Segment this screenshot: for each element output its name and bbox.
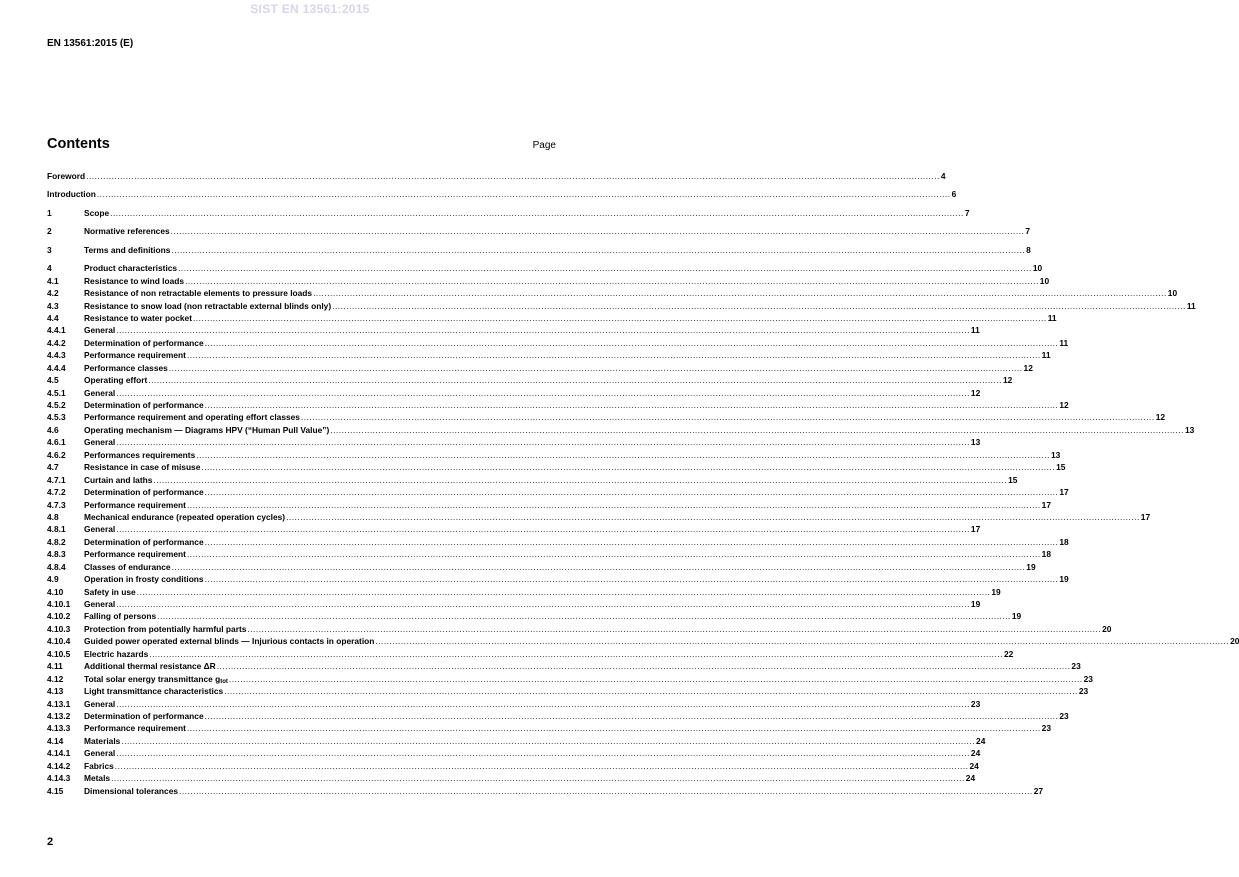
- toc-entry-title: Additional thermal resistance ΔR: [84, 661, 216, 672]
- toc-entry-number: 4.1: [47, 275, 59, 286]
- toc-entry-page: 7: [964, 207, 970, 218]
- toc-leader-dots: ..............................................................................................................................................................................................................................................................................................................: [171, 561, 1026, 572]
- toc-leader-dots: ..............................................................................................................................................................................................................................................................................................................: [116, 387, 970, 398]
- toc-entry-title: Fabrics: [84, 760, 114, 771]
- toc-entry-title: Mechanical endurance (repeated operation cycles): [84, 511, 286, 522]
- toc-entry-page: 11: [1041, 350, 1051, 361]
- toc-entry-number: 4.14.1: [47, 748, 71, 759]
- toc-entry-page: 20: [1102, 623, 1112, 634]
- toc-entry[interactable]: [47, 722, 1051, 734]
- toc-entry-title: Resistance to water pocket: [84, 312, 192, 323]
- toc-entry-page: 4: [940, 171, 946, 181]
- toc-leader-dots: ..............................................................................................................................................................................................................................................................................................................: [330, 424, 1184, 435]
- toc-entry-number: 4.5.1: [47, 387, 66, 398]
- toc-entry-title: Resistance of non retractable elements to pressure loads: [84, 288, 313, 299]
- toc-entry-page: 10: [1032, 263, 1043, 274]
- toc-entry-title: Terms and definitions: [84, 244, 171, 255]
- toc-leader-dots: ..............................................................................................................................................................................................................................................................................................................: [116, 524, 970, 535]
- toc-entry[interactable]: [47, 660, 1081, 672]
- toc-leader-dots: ..............................................................................................................................................................................................................................................................................................................: [116, 748, 970, 759]
- toc-entry[interactable]: [47, 685, 1089, 697]
- toc-entry-title: Determination of performance: [84, 400, 204, 410]
- toc-entry-number: 4.8.2: [47, 536, 66, 547]
- toc-entry-page: 23: [1078, 686, 1089, 697]
- toc-entry-title: Performance requirement: [84, 499, 186, 510]
- toc-entry-title: Curtain and laths: [84, 474, 153, 485]
- toc-entry-title: General: [84, 437, 116, 448]
- toc-entry[interactable]: [47, 244, 1031, 256]
- toc-leader-dots: ..............................................................................................................................................................................................................................................................................................................: [204, 400, 1059, 410]
- toc-leader-dots: ..............................................................................................................................................................................................................................................................................................................: [96, 189, 951, 200]
- contents-title: Contents: [47, 136, 110, 152]
- toc-entry-title: Resistance in case of misuse: [84, 462, 201, 473]
- toc-entry-page: 10: [1039, 275, 1050, 286]
- toc-entry-page: 18: [1041, 549, 1051, 560]
- toc-entry[interactable]: [47, 610, 1022, 622]
- toc-entry[interactable]: [47, 337, 1069, 349]
- toc-leader-dots: ..............................................................................................................................................................................................................................................................................................................: [332, 300, 1186, 311]
- toc-leader-dots: ..............................................................................................................................................................................................................................................................................................................: [375, 636, 1230, 647]
- toc-entry-page: 17: [1041, 499, 1051, 510]
- toc-entry[interactable]: [47, 511, 1151, 523]
- toc-entry-title: Determination of performance: [84, 710, 204, 721]
- toc-entry-title: Determination of performance: [84, 337, 204, 348]
- toc-leader-dots: ..............................................................................................................................................................................................................................................................................................................: [228, 673, 1083, 684]
- toc-leader-dots: ..............................................................................................................................................................................................................................................................................................................: [204, 536, 1059, 547]
- toc-entry-page: 13: [970, 437, 981, 448]
- toc-entry-title: Performance requirement: [84, 350, 186, 361]
- page-column-label: Page: [532, 140, 556, 151]
- toc-leader-dots: ..............................................................................................................................................................................................................................................................................................................: [178, 263, 1032, 274]
- toc-entry[interactable]: [47, 262, 1043, 274]
- toc-leader-dots: ..............................................................................................................................................................................................................................................................................................................: [224, 686, 1078, 697]
- toc-entry[interactable]: [47, 710, 1069, 722]
- toc-entry[interactable]: [47, 523, 981, 535]
- toc-entry-page: 13: [1050, 449, 1061, 460]
- toc-entry-number: 4.4: [47, 312, 59, 323]
- toc-leader-dots: ..............................................................................................................................................................................................................................................................................................................: [148, 375, 1002, 386]
- toc-entry-page: 7: [1025, 226, 1031, 237]
- toc-entry-title: Classes of endurance: [84, 561, 171, 572]
- toc-entry-title: General: [84, 748, 116, 759]
- toc-entry-page: 19: [1026, 561, 1036, 572]
- toc-entry[interactable]: [47, 474, 1018, 486]
- toc-entry-number: 4.7: [47, 462, 59, 473]
- toc-entry[interactable]: [47, 760, 979, 772]
- toc-leader-dots: ..............................................................................................................................................................................................................................................................................................................: [116, 599, 970, 609]
- toc-entry-title: Operating effort: [84, 375, 148, 386]
- toc-entry-title: Electric hazards: [84, 648, 149, 659]
- toc-entry-number: 4.7.1: [47, 474, 66, 485]
- toc-entry-page: 23: [1071, 661, 1081, 672]
- toc-entry-number: 4.4.4: [47, 362, 66, 373]
- toc-entry[interactable]: [47, 324, 980, 336]
- toc-leader-dots: ..............................................................................................................................................................................................................................................................................................................: [149, 648, 1003, 659]
- toc-entry-page: 19: [970, 599, 981, 609]
- toc-entry-title: Foreword: [47, 171, 86, 181]
- toc-entry-title: Determination of performance: [84, 536, 204, 547]
- toc-leader-dots: ..............................................................................................................................................................................................................................................................................................................: [168, 362, 1023, 373]
- toc-entry-title: Falling of persons: [84, 611, 157, 622]
- toc-entry-title: Introduction: [47, 189, 96, 200]
- document-id: EN 13561:2015 (E): [47, 38, 134, 49]
- toc-leader-dots: ..............................................................................................................................................................................................................................................................................................................: [185, 275, 1039, 286]
- toc-entry-number: 4.13.3: [47, 723, 71, 734]
- toc-entry-page: 10: [1167, 288, 1178, 299]
- toc-entry[interactable]: [47, 561, 1036, 573]
- watermark: SIST EN 13561:2015: [250, 2, 370, 16]
- toc-entry[interactable]: [47, 586, 1001, 598]
- toc-entry-title: Protection from potentially harmful parts: [84, 623, 247, 634]
- toc-leader-dots: ..............................................................................................................................................................................................................................................................................................................: [196, 449, 1050, 460]
- toc-entry-page: 12: [1155, 412, 1166, 423]
- toc-entry-number: 4.4.1: [47, 325, 66, 336]
- toc-entry-page: 23: [970, 698, 981, 709]
- toc-entry-title: Metals: [84, 773, 111, 784]
- toc-entry-page: 11: [970, 325, 980, 336]
- toc-entry-number: 4.8.1: [47, 524, 66, 535]
- toc-entry-page: 12: [1003, 375, 1013, 386]
- toc-entry[interactable]: [47, 698, 981, 710]
- toc-entry-page: 11: [1186, 300, 1196, 311]
- toc-entry[interactable]: [47, 287, 1178, 299]
- toc-entry-page: 24: [969, 760, 979, 771]
- toc-entry[interactable]: [47, 573, 1069, 585]
- toc-entry-number: 4: [47, 263, 52, 274]
- toc-entry[interactable]: [47, 349, 1051, 361]
- toc-entry[interactable]: [47, 785, 1044, 797]
- toc-leader-dots: ..............................................................................................................................................................................................................................................................................................................: [300, 412, 1155, 423]
- toc-entry[interactable]: [47, 312, 1057, 324]
- toc-entry-number: 4.15: [47, 785, 64, 796]
- toc-entry[interactable]: [47, 635, 1239, 647]
- toc-leader-dots: ..............................................................................................................................................................................................................................................................................................................: [201, 462, 1056, 473]
- toc-entry-number: 4.6: [47, 424, 59, 435]
- toc-entry-title: General: [84, 524, 116, 535]
- toc-leader-dots: ..............................................................................................................................................................................................................................................................................................................: [86, 171, 940, 181]
- toc-entry-number: 2: [47, 226, 52, 237]
- toc-leader-dots: ..............................................................................................................................................................................................................................................................................................................: [313, 288, 1167, 299]
- toc-entry-number: 4.6.1: [47, 437, 66, 448]
- toc-entry-number: 4.10.4: [47, 636, 71, 647]
- toc-entry-number: 4.14.2: [47, 760, 71, 771]
- toc-entry-title: Performance requirement and operating effort classes: [84, 412, 300, 423]
- toc-leader-dots: ..............................................................................................................................................................................................................................................................................................................: [116, 437, 970, 448]
- toc-entry[interactable]: [47, 275, 1050, 287]
- toc-leader-dots: ..............................................................................................................................................................................................................................................................................................................: [110, 207, 964, 218]
- toc-entry-page: 12: [1023, 362, 1033, 373]
- toc-entry-title: General: [84, 325, 116, 336]
- toc-entry-number: 4.10.1: [47, 599, 71, 609]
- toc-entry-page: 15: [1008, 474, 1018, 485]
- toc-entry-title: Materials: [84, 735, 121, 746]
- toc-leader-dots: ..............................................................................................................................................................................................................................................................................................................: [157, 611, 1011, 622]
- toc-entry-number: 4.7.3: [47, 499, 66, 510]
- toc-leader-dots: ..............................................................................................................................................................................................................................................................................................................: [186, 549, 1041, 560]
- toc-entry[interactable]: [47, 648, 1014, 660]
- page-number: 2: [47, 836, 54, 848]
- toc-entry[interactable]: [47, 374, 1013, 386]
- toc-entry-number: 3: [47, 244, 52, 255]
- toc-entry-page: 17: [1059, 487, 1069, 498]
- toc-entry-number: 4.10.3: [47, 623, 71, 634]
- toc-leader-dots: ..............................................................................................................................................................................................................................................................................................................: [179, 785, 1033, 796]
- toc-entry[interactable]: [47, 486, 1069, 498]
- toc-entry-page: 12: [1059, 400, 1069, 410]
- toc-entry[interactable]: [47, 747, 981, 759]
- toc-entry-page: 13: [1184, 424, 1195, 435]
- toc-entry-title: General: [84, 599, 116, 609]
- toc-entry-page: 20: [1230, 636, 1239, 647]
- toc-entry-number: 4.13.1: [47, 698, 71, 709]
- toc-entry[interactable]: [47, 300, 1196, 312]
- toc-entry-subscript: tot: [220, 678, 228, 685]
- toc-leader-dots: ..............................................................................................................................................................................................................................................................................................................: [186, 350, 1041, 361]
- toc-entry[interactable]: [47, 424, 1195, 436]
- toc-entry-title: Normative references: [84, 226, 170, 237]
- toc-leader-dots: ..............................................................................................................................................................................................................................................................................................................: [204, 710, 1059, 721]
- toc-entry[interactable]: [47, 207, 970, 219]
- toc-entry-page: 23: [1083, 673, 1093, 684]
- toc-entry[interactable]: [47, 188, 957, 200]
- toc-entry-number: 4.10.2: [47, 611, 71, 622]
- toc-entry-number: 4.8.4: [47, 561, 66, 572]
- toc-entry-number: 4.4.3: [47, 350, 66, 361]
- toc-entry-title: Dimensional tolerances: [84, 785, 179, 796]
- toc-entry-page: 23: [1059, 710, 1069, 721]
- toc-entry-number: 4.12: [47, 673, 64, 684]
- toc-entry-title: Performance classes: [84, 362, 168, 373]
- toc-leader-dots: ..............................................................................................................................................................................................................................................................................................................: [247, 623, 1102, 634]
- toc-entry-page: 23: [1041, 723, 1051, 734]
- toc-entry-number: 4.2: [47, 288, 59, 299]
- toc-entry-number: 4.11: [47, 661, 63, 672]
- toc-entry-title: Light transmittance characteristics: [84, 686, 224, 697]
- toc-entry-number: 4.5: [47, 375, 59, 386]
- toc-entry-number: 4.10: [47, 586, 64, 597]
- toc-entry-page: 6: [951, 189, 957, 200]
- toc-entry-page: 8: [1026, 244, 1031, 255]
- toc-entry-title: Operating mechanism — Diagrams HPV (“Human Pull Value”): [84, 424, 330, 435]
- toc-entry-title: Determination of performance: [84, 487, 204, 498]
- toc-entry-title: Total solar energy transmittance $g_{tot}$: [84, 673, 228, 685]
- toc-entry-number: 4.10.5: [47, 648, 71, 659]
- toc-entry-title: Guided power operated external blinds — Injurious contacts in operation: [84, 636, 375, 647]
- toc-entry-page: 19: [1059, 574, 1069, 585]
- toc-leader-dots: ..............................................................................................................................................................................................................................................................................................................: [136, 586, 991, 597]
- toc-entry[interactable]: [47, 449, 1061, 461]
- toc-leader-dots: ..............................................................................................................................................................................................................................................................................................................: [204, 487, 1059, 498]
- toc-entry-title: General: [84, 387, 116, 398]
- toc-entry[interactable]: [47, 623, 1112, 635]
- toc-entry[interactable]: [47, 387, 981, 399]
- toc-leader-dots: ..............................................................................................................................................................................................................................................................................................................: [153, 474, 1008, 485]
- toc-leader-dots: ..............................................................................................................................................................................................................................................................................................................: [111, 773, 965, 784]
- toc-leader-dots: ..............................................................................................................................................................................................................................................................................................................: [192, 312, 1047, 323]
- toc-entry[interactable]: [47, 499, 1051, 511]
- toc-entry-page: 17: [970, 524, 981, 535]
- toc-leader-dots: ..............................................................................................................................................................................................................................................................................................................: [216, 661, 1071, 672]
- toc-entry-number: 4.7.2: [47, 487, 66, 498]
- table-of-contents: [47, 170, 1239, 797]
- toc-entry[interactable]: [47, 362, 1033, 374]
- toc-entry-page: 11: [1059, 337, 1069, 348]
- toc-leader-dots: ..............................................................................................................................................................................................................................................................................................................: [170, 226, 1025, 237]
- toc-entry-number: 4.3: [47, 300, 59, 311]
- toc-entry-number: 4.9: [47, 574, 59, 585]
- toc-entry-page: 15: [1056, 462, 1066, 473]
- toc-entry-number: 1: [47, 207, 52, 218]
- toc-entry[interactable]: [47, 170, 946, 182]
- toc-entry[interactable]: [47, 735, 986, 747]
- toc-entry[interactable]: [47, 461, 1066, 473]
- toc-leader-dots: ..............................................................................................................................................................................................................................................................................................................: [171, 244, 1026, 255]
- toc-entry-page: 19: [991, 586, 1001, 597]
- toc-entry-number: 4.8.3: [47, 549, 66, 560]
- toc-entry-page: 17: [1140, 511, 1151, 522]
- toc-entry[interactable]: [47, 436, 981, 448]
- toc-entry-page: 11: [1047, 312, 1057, 323]
- toc-entry-page: 19: [1011, 611, 1022, 622]
- toc-entry-title: Resistance to snow load (non retractable external blinds only): [84, 300, 332, 311]
- toc-entry-number: 4.13: [47, 686, 64, 697]
- toc-entry-number: 4.14.3: [47, 773, 71, 784]
- toc-entry[interactable]: [47, 399, 1069, 411]
- toc-leader-dots: ..............................................................................................................................................................................................................................................................................................................: [121, 735, 976, 746]
- toc-entry[interactable]: [47, 548, 1051, 560]
- toc-entry[interactable]: [47, 225, 1031, 237]
- toc-entry[interactable]: [47, 411, 1166, 423]
- toc-entry-number: 4.4.2: [47, 337, 66, 348]
- toc-leader-dots: ..............................................................................................................................................................................................................................................................................................................: [116, 325, 970, 336]
- toc-leader-dots: ..............................................................................................................................................................................................................................................................................................................: [114, 760, 969, 771]
- toc-entry-title: Safety in use: [84, 586, 136, 597]
- toc-entry-number: 4.8: [47, 511, 59, 522]
- toc-entry-title: Operation in frosty conditions: [84, 574, 204, 585]
- toc-entry-page: 12: [970, 387, 981, 398]
- toc-entry-page: 27: [1033, 785, 1044, 796]
- toc-leader-dots: ..............................................................................................................................................................................................................................................................................................................: [204, 337, 1059, 348]
- toc-leader-dots: ..............................................................................................................................................................................................................................................................................................................: [186, 499, 1041, 510]
- toc-entry-title: Product characteristics: [84, 263, 178, 274]
- toc-entry-title: Performance requirement: [84, 723, 186, 734]
- toc-entry[interactable]: [47, 673, 1093, 685]
- toc-entry-number: 4.6.2: [47, 449, 66, 460]
- toc-entry[interactable]: [47, 772, 976, 784]
- toc-entry-number: 4.5.3: [47, 412, 66, 423]
- toc-entry-title: Performances requirements: [84, 449, 196, 460]
- toc-leader-dots: ..............................................................................................................................................................................................................................................................................................................: [286, 511, 1140, 522]
- toc-entry-page: 18: [1059, 536, 1069, 547]
- toc-entry-title: Scope: [84, 207, 110, 218]
- toc-leader-dots: ..............................................................................................................................................................................................................................................................................................................: [186, 723, 1041, 734]
- toc-entry[interactable]: [47, 536, 1069, 548]
- toc-entry-page: 24: [970, 748, 981, 759]
- toc-entry-number: 4.13.2: [47, 710, 71, 721]
- toc-leader-dots: ..............................................................................................................................................................................................................................................................................................................: [204, 574, 1059, 585]
- toc-entry-title: Performance requirement: [84, 549, 186, 560]
- toc-entry-title: General: [84, 698, 116, 709]
- toc-leader-dots: ..............................................................................................................................................................................................................................................................................................................: [116, 698, 970, 709]
- toc-entry-page: 24: [965, 773, 976, 784]
- toc-entry-title: Resistance to wind loads: [84, 275, 185, 286]
- toc-entry-page: 22: [1003, 648, 1014, 659]
- toc-entry-number: 4.5.2: [47, 400, 66, 410]
- toc-entry-number: 4.14: [47, 735, 64, 746]
- toc-entry-page: 24: [976, 735, 986, 746]
- toc-entry[interactable]: [47, 598, 981, 610]
